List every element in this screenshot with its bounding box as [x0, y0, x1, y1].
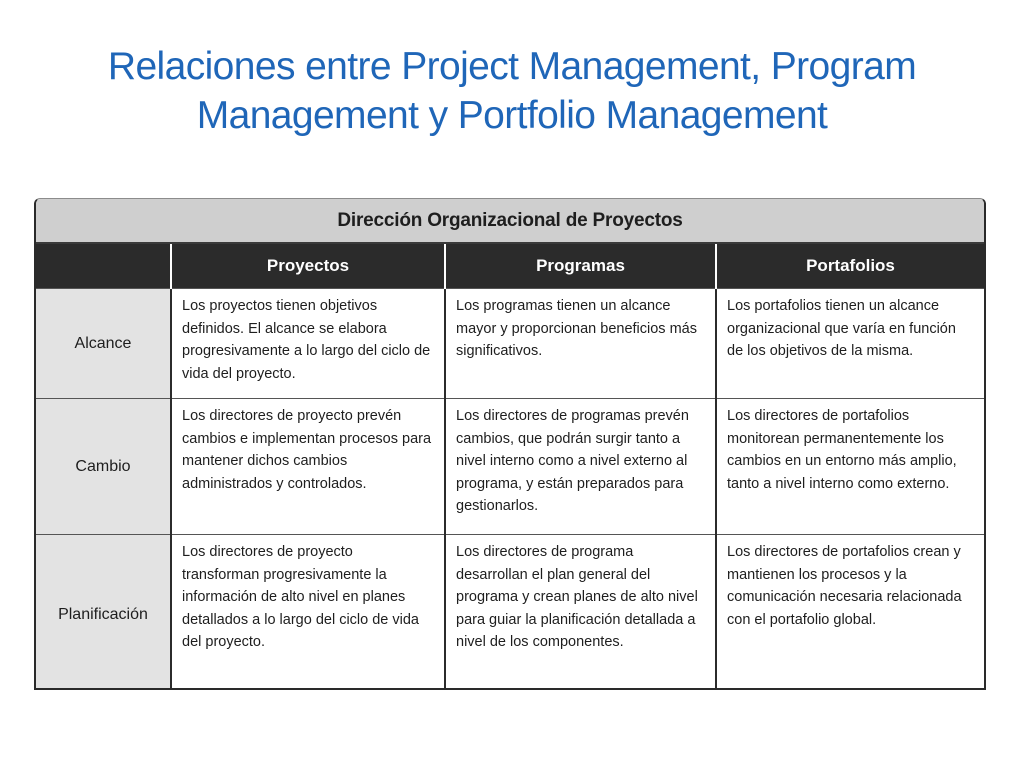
table-row-alcance [36, 289, 984, 399]
cell-cambio-programas: Los directores de programas prevén cambios, que podrán surgir tanto a nivel interno como a nivel externo al programa, y están preparados para gestionarlos. [445, 399, 716, 535]
row-label-planificacion: Planificación [36, 535, 171, 691]
table-banner: Dirección Organizacional de Proyectos [36, 199, 984, 243]
slide-title-line-1: Relaciones entre Project Management, Program [107, 45, 917, 88]
comparison-table [34, 198, 986, 690]
header-portafolios: Portafolios [716, 243, 984, 289]
header-programas: Programas [445, 243, 716, 289]
cell-cambio-proyectos: Los directores de proyecto prevén cambios e implementan procesos para mantener dichos cambios administrados y controlados. [171, 399, 445, 535]
cell-alcance-programas: Los programas tienen un alcance mayor y proporcionan beneficios más significativos. [445, 289, 716, 399]
cell-planificacion-portafolios: Los directores de portafolios crean y mantienen los procesos y la comunicación necesaria relacionada con el portafolio global. [716, 535, 984, 691]
cell-alcance-proyectos: Los proyectos tienen objetivos definidos. El alcance se elabora progresivamente a lo largo del ciclo de vida del proyecto. [171, 289, 445, 399]
header-row [36, 243, 984, 289]
cell-cambio-portafolios: Los directores de portafolios monitorean permanentemente los cambios en un entorno más amplio, tanto a nivel interno como externo. [716, 399, 984, 535]
row-label-cambio: Cambio [36, 399, 171, 535]
comparison-grid [36, 199, 984, 690]
slide-title-line-2: Management y Portfolio Management [196, 94, 828, 137]
cell-planificacion-programas: Los directores de programa desarrollan el plan general del programa y crean planes de alto nivel para guiar la planificación detallada a nivel de los componentes. [445, 535, 716, 691]
banner-row [36, 199, 984, 243]
row-label-alcance: Alcance [36, 289, 171, 399]
table-row-planificacion [36, 535, 984, 691]
cell-alcance-portafolios: Los portafolios tienen un alcance organizacional que varía en función de los objetivos de la misma. [716, 289, 984, 399]
table-row-cambio [36, 399, 984, 535]
cell-planificacion-proyectos: Los directores de proyecto transforman progresivamente la información de alto nivel en planes detallados a lo largo del ciclo de vida del proyecto. [171, 535, 445, 691]
header-corner [36, 243, 171, 289]
header-proyectos: Proyectos [171, 243, 445, 289]
slide-title [40, 42, 984, 140]
